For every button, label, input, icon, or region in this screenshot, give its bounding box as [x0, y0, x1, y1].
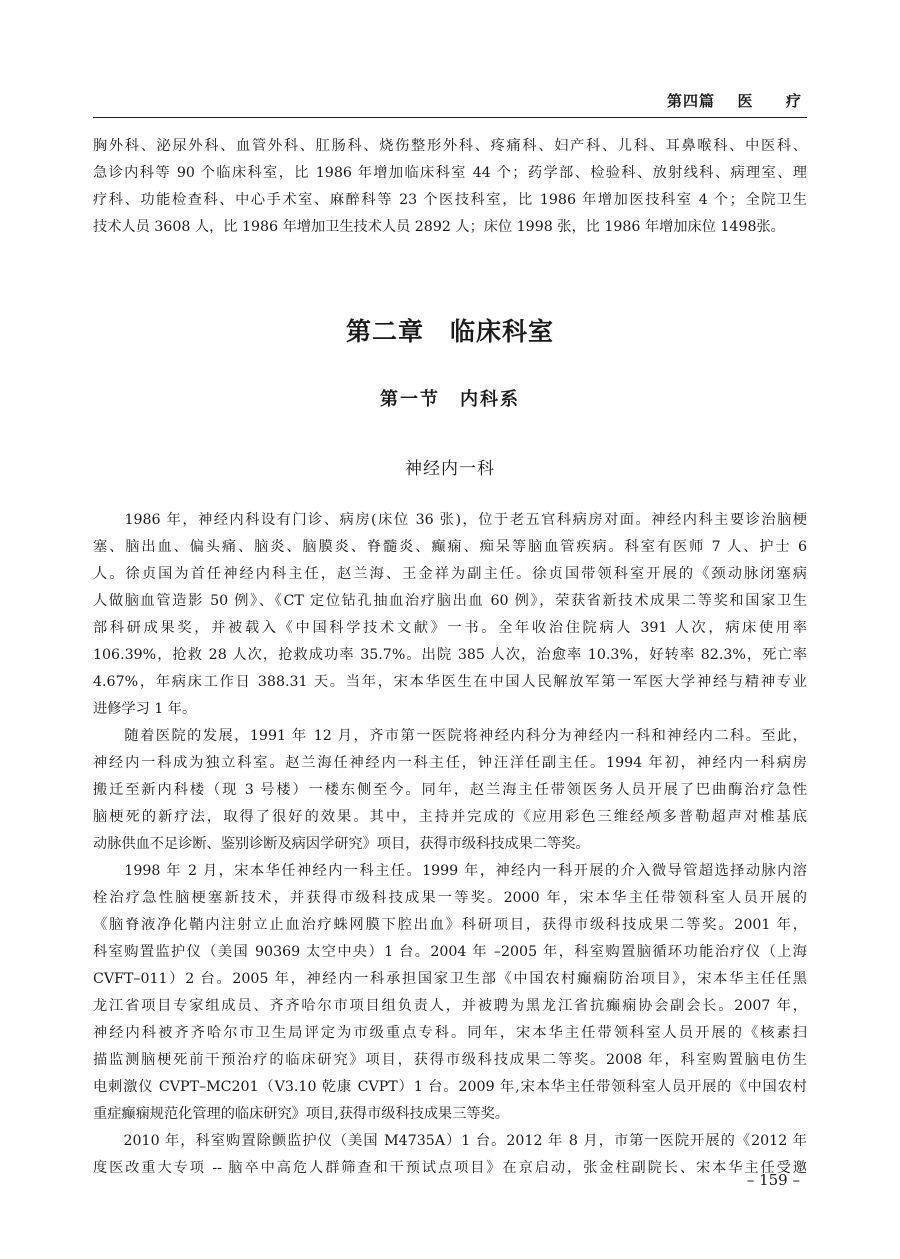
chapter-title: 第二章 临床科室 — [345, 317, 554, 346]
body-line: 神经内科被齐齐哈尔市卫生局评定为市级重点专科。同年，宋本华主任带领科室人员开展的《核素扫 — [93, 1025, 807, 1041]
body-line: 重症癫痫规范化管理的临床研究》项目,获得市级科技成果三等奖。 — [93, 1106, 509, 1122]
intro-paragraph — [93, 133, 807, 241]
body-paragraph-4 — [93, 1128, 807, 1182]
body-line: 栓治疗急性脑梗塞新技术，并获得市级科技成果一等奖。2000 年，宋本华主任带领科室人员开展的 — [93, 890, 807, 906]
page-number: – 159 – — [746, 1171, 800, 1189]
intro-line: 疗科、功能检查科、中心手术室、麻醉科等 23 个医技科室，比 1986 年增加医技科室 4 个；全院卫生 — [93, 192, 807, 208]
body-paragraph-1 — [93, 507, 807, 723]
header-rule — [93, 117, 807, 118]
body-line: 龙江省项目专家组成员、齐齐哈尔市项目组负责人，并被聘为黑龙江省抗癫痫协会副会长。2007 年， — [93, 998, 807, 1014]
body-line: CVFT–011）2 台。2005 年，神经内一科承担国家卫生部《中国农村癫痫防治项目》，宋本华主任任黑 — [93, 971, 807, 987]
body-line: 1986 年，神经内科设有门诊、病房(床位 36 张)，位于老五官科病房对面。神经内科主要诊治脑梗 — [93, 512, 807, 528]
running-header-part: 第四篇 — [667, 92, 716, 110]
body-paragraph-3 — [93, 858, 807, 1128]
body-line: 1998 年 2 月，宋本华任神经内一科主任。1999 年，神经内一科开展的介入微导管超选择动脉内溶 — [93, 863, 807, 879]
running-header — [667, 90, 802, 111]
body-line: 描监测脑梗死前干预治疗的临床研究》项目，获得市级科技成果二等奖。2008 年，科室购置脑电仿生 — [93, 1052, 807, 1068]
running-header-subject-2: 疗 — [785, 92, 802, 110]
body-line: 2010 年，科室购置除颤监护仪（美国 M4735A）1 台。2012 年 8 月，市第一医院开展的《2012 年 — [93, 1133, 807, 1149]
body-paragraph-2 — [93, 723, 807, 858]
intro-line: 胸外科、泌尿外科、血管外科、肛肠科、烧伤整形外科、疼痛科、妇产科、儿科、耳鼻喉科、中医科、 — [93, 138, 807, 154]
body-line: 电刺激仪 CVPT–MC201（V3.10 乾康 CVPT）1 台。2009 年,宋本华主任带领科室人员开展的《中国农村 — [93, 1079, 807, 1095]
body-line: 4.67%，年病床工作日 388.31 天。当年，宋本华医生在中国人民解放军第一军医大学神经与精神专业 — [93, 674, 807, 690]
body-line: 《脑脊液净化鞘内注射立止血治疗蛛网膜下腔出血》科研项目，获得市级科技成果二等奖。2001 年， — [93, 917, 807, 933]
body-line: 科室购置监护仪（美国 90369 太空中央）1 台。2004 年 –2005 年，科室购置脑循环功能治疗仪（上海 — [93, 944, 807, 960]
intro-line: 技术人员 3608 人，比 1986 年增加卫生技术人员 2892 人；床位 1998 张，比 1986 年增加床位 1498张。 — [93, 219, 785, 235]
body-line: 人做脑血管造影 50 例》、《CT 定位钻孔抽血治疗脑出血 60 例》，荣获省新技术成果二等奖和国家卫生 — [93, 593, 807, 609]
section-title: 第一节 内科系 — [380, 389, 520, 410]
body-line: 度医改重大专项 -- 脑卒中高危人群筛查和干预试点项目》在京启动，张金柱副院长、宋本华主任受邀 — [93, 1160, 807, 1176]
body-line: 神经内一科成为独立科室。赵兰海任神经内一科主任，钟汪洋任副主任。1994 年初，神经内一科病房 — [93, 755, 807, 771]
intro-line: 急诊内科等 90 个临床科室，比 1986 年增加临床科室 44 个；药学部、检验科、放射线科、病理室、理 — [93, 165, 807, 181]
body-line: 脑梗死的新疗法，取得了很好的效果。其中，主持并完成的《应用彩色三维经颅多普勒超声对椎基底 — [93, 809, 807, 825]
body-line: 106.39%，抢救 28 人次，抢救成功率 35.7%。出院 385 人次，治愈率 10.3%，好转率 82.3%，死亡率 — [93, 647, 807, 663]
body-line: 进修学习 1 年。 — [93, 701, 197, 717]
running-header-subject-1: 医 — [737, 92, 754, 110]
body-line: 搬迁至新内科楼（现 3 号楼）一楼东侧至今。同年，赵兰海主任带领医务人员开展了巴曲酶治疗急性 — [93, 782, 807, 798]
subsection-title: 神经内一科 — [405, 459, 495, 479]
body-line: 动脉供血不足诊断、鉴别诊断及病因学研究》项目，获得市级科技成果二等奖。 — [93, 836, 590, 852]
body-line: 塞、脑出血、偏头痛、脑炎、脑膜炎、脊髓炎、癫痫、痴呆等脑血管疾病。科室有医师 7 人、护士 6 — [93, 539, 807, 555]
body-line: 部科研成果奖，并被载入《中国科学技术文献》一书。全年收治住院病人 391 人次，病床使用率 — [93, 620, 807, 636]
body-line: 人。徐贞国为首任神经内科主任，赵兰海、王金祥为副主任。徐贞国带领科室开展的《颈动脉闭塞病 — [93, 566, 807, 582]
body-line: 随着医院的发展，1991 年 12 月，齐市第一医院将神经内科分为神经内一科和神经内二科。至此， — [93, 728, 807, 744]
